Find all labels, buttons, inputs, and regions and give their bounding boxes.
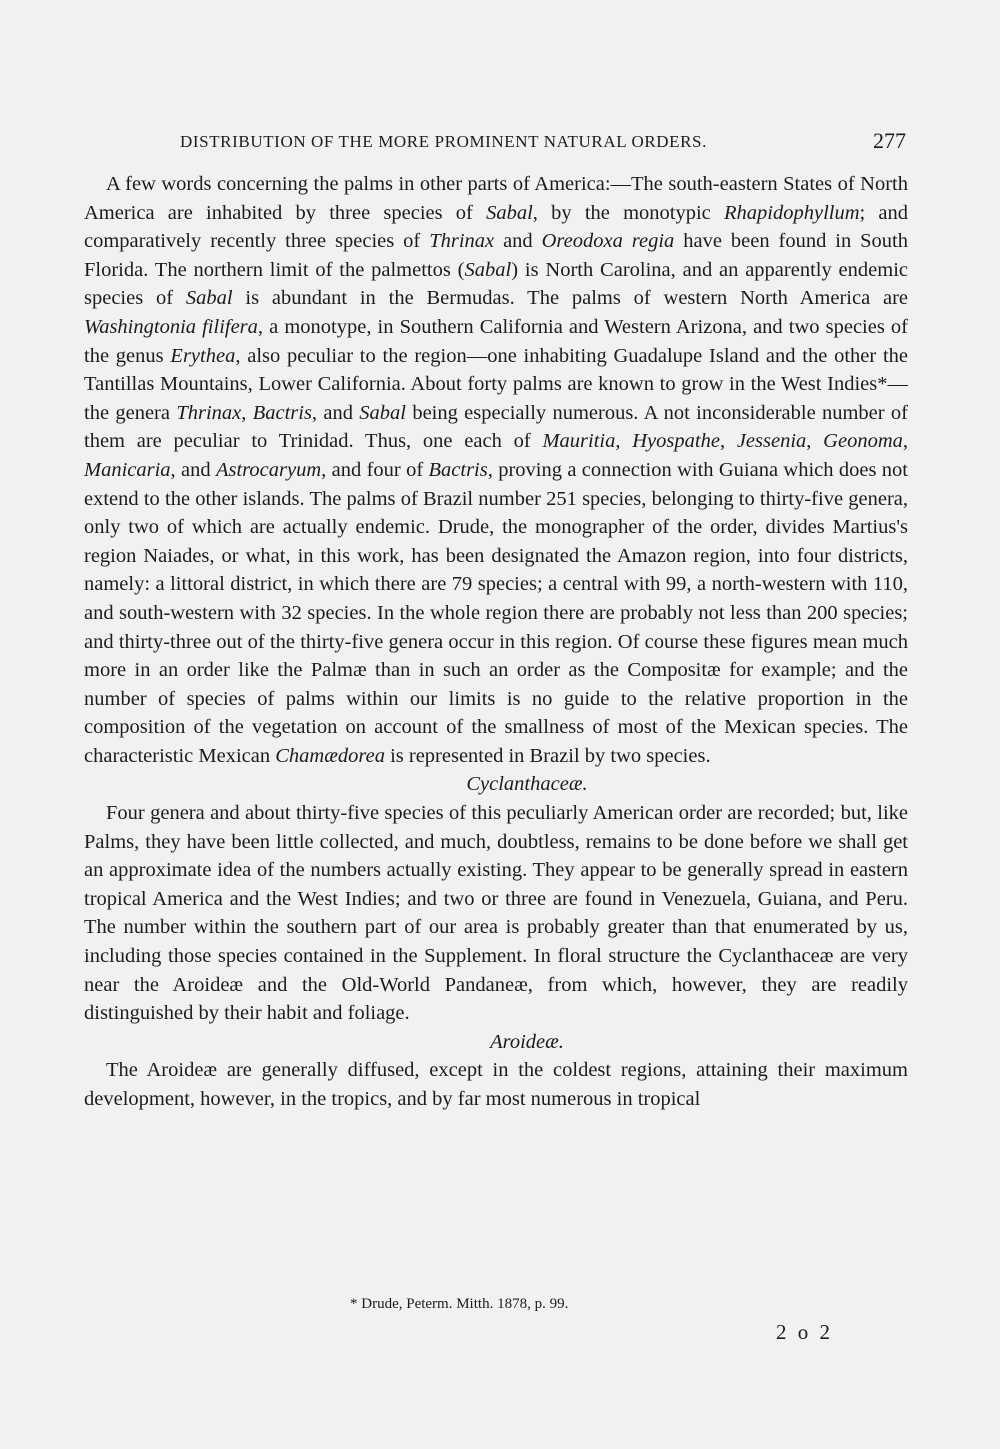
italic-taxon-name: Geonoma: [823, 430, 903, 453]
paragraph-aroideae: The Aroideæ are generally diffused, except in the coldest regions, attaining their maximum development, however, in the tropics, and by far most numerous in tropical: [84, 1059, 908, 1110]
italic-taxon-name: Bactris: [252, 401, 312, 424]
paragraph-text-run: have been found in South Florida. The northern limit of the palmettos (: [84, 230, 908, 281]
paragraph-text-run: ,: [806, 430, 824, 453]
running-title: DISTRIBUTION OF THE MORE PROMINENT NATURAL ORDERS.: [180, 132, 707, 151]
italic-taxon-name: Manicaria: [84, 458, 171, 481]
italic-taxon-name: Mauritia: [542, 430, 616, 453]
paragraph-text-run: , and four of: [321, 458, 429, 481]
italic-taxon-name: Sabal: [464, 258, 512, 281]
italic-taxon-name: Hyospathe: [632, 430, 720, 453]
paragraph-text-run: and: [494, 230, 542, 253]
paragraph-text-run: ,: [615, 430, 633, 453]
italic-taxon-name: Astrocaryum: [215, 458, 322, 481]
italic-taxon-name: Thrinax: [176, 401, 242, 424]
paragraph-text-run: is abundant in the Bermudas. The palms of western North America are: [232, 287, 908, 310]
italic-taxon-name: Thrinax: [429, 230, 495, 253]
italic-taxon-name: Rhapidophyllum: [724, 201, 860, 224]
italic-taxon-name: Bactris: [428, 458, 488, 481]
paragraph-text-run: ,: [902, 430, 909, 453]
paragraph-text-run: , also peculiar to the region—one inhabiting Guadalupe Island and the other the Tantillas Mountains, Lower California. About forty palms are known to grow in the West Indies*—the genera: [84, 344, 908, 424]
italic-taxon-name: Sabal: [185, 287, 233, 310]
italic-taxon-name: Oreodoxa regia: [541, 230, 675, 253]
paragraph-text-run: being especially numerous. A not inconsiderable number of them are peculiar to Trinidad. Thus, one each of: [84, 401, 909, 453]
footnote: * Drude, Peterm. Mitth. 1878, p. 99.: [350, 1296, 569, 1312]
paragraph-text-run: , proving a connection with Guiana which does not extend to the other islands. The palms of Brazil number 251 species, belonging to thirty-five genera, only two of which are actually endemic. Drude, the monographer of the order, divides Martius's region Naiades, or what, in this work, has been designated the Amazon region, into four districts, namely: a littoral district, in which there are 79 species; a central with 99, a north-western with 110, and south-western with 32 species. In the whole region there are probably not less than 200 species; and thirty-three out of the thirty-five genera occur in this region. Of course these figures mean much more in an order like the Palmæ than in such an order as the Compositæ for example; and the number of species of palms within our limits is no guide to the relative proportion in the composition of the vegetation on account of the smallness of most of the Mexican species. The characteristic Mexican: [84, 458, 908, 767]
paragraph-text-run: ,: [719, 430, 737, 453]
paragraph-palms: [84, 170, 908, 770]
page-number: 277: [873, 128, 906, 153]
paragraph-text-run: ; and comparatively recently three species of: [84, 201, 909, 253]
section-heading-cyclanthaceae: Cyclanthaceæ.: [466, 773, 588, 796]
italic-taxon-name: Chamædorea: [275, 744, 385, 767]
paragraph-text-run: is represented in Brazil by two species.: [384, 744, 711, 767]
section-heading-aroideae: Aroideæ.: [490, 1030, 564, 1053]
italic-taxon-name: Erythea: [170, 344, 236, 367]
paragraph-text-run: ) is North Carolina, and an apparently endemic species of: [84, 258, 908, 310]
italic-taxon-name: Washingtonia filifera: [84, 315, 258, 338]
paragraph-text-run: A few words concerning the palms in other parts of America:—The south-eastern States of North America are inhabited by three species of: [84, 173, 908, 224]
italic-taxon-name: Sabal: [359, 401, 406, 424]
paragraph-text-run: , a monotype, in Southern California and Western Arizona, and two species of the genus: [84, 315, 908, 367]
paragraph-text-run: , and: [311, 401, 360, 424]
paragraph-cyclanthaceae: Four genera and about thirty-five species of this peculiarly American order are recorded; but, like Palms, they have been little collected, and much, doubtless, remains to be done before we shall get an approximate idea of the numbers actually existing. They appear to be generally spread in eastern tropical America and the West Indies; and two or three are found in Venezuela, Guiana, and Peru. The number within the southern part of our area is probably greater than that enumerated by us, including those species contained in the Supplement. In floral structure the Cyclanthaceæ are very near the Aroideæ and the Old-World Pandaneæ, from which, however, they are readily distinguished by their habit and foliage.: [84, 802, 908, 1025]
paragraph-text-run: ,: [241, 401, 253, 424]
italic-taxon-name: Sabal: [486, 201, 533, 224]
paragraph-text-run: , and: [170, 458, 216, 481]
paragraph-text-run: , by the monotypic: [532, 201, 724, 224]
signature-mark: 2 o 2: [776, 1320, 833, 1344]
page-header: [84, 128, 906, 158]
body-text: [84, 170, 908, 1114]
italic-taxon-name: Jessenia: [736, 430, 807, 453]
